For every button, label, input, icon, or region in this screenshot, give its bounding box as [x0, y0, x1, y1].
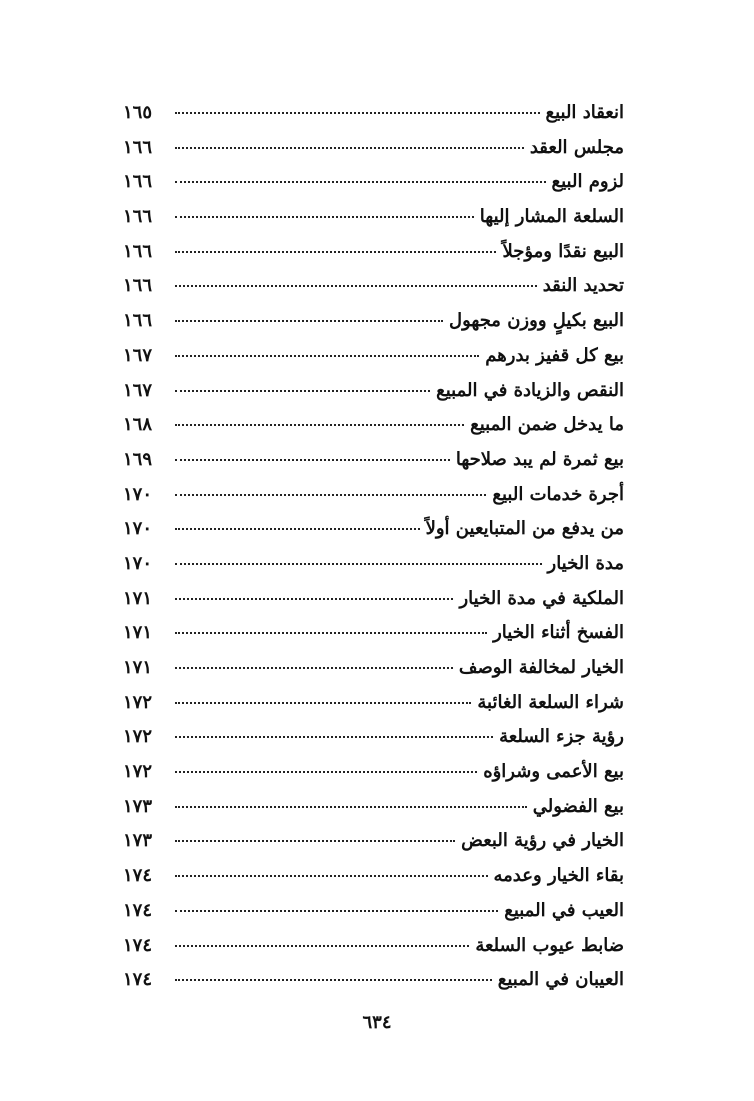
- toc-entry-title: الملكية في مدة الخيار: [459, 587, 624, 609]
- toc-entry-title: من يدفع من المتبايعين أولاً: [425, 518, 624, 540]
- toc-entry-page: ١٧٠: [123, 552, 153, 574]
- dot-leader: [175, 979, 492, 981]
- dot-leader: [175, 945, 469, 947]
- toc-entry-title: السلعة المشار إليها: [479, 206, 624, 228]
- toc-entry-page: ١٦٦: [123, 171, 153, 193]
- toc-entry-page: ١٧٢: [123, 761, 153, 783]
- toc-entry-title: الخيار في رؤية البعض: [461, 830, 624, 852]
- toc-entry: [123, 374, 624, 409]
- toc-entry-page: ١٦٧: [123, 379, 153, 401]
- toc-entry-title: العيب في المبيع: [504, 899, 624, 921]
- toc-entry-title: بيع الفضولي: [532, 795, 624, 817]
- dot-leader: [175, 355, 479, 357]
- toc-entry-title: بقاء الخيار وعدمه: [493, 865, 624, 887]
- toc-entry: [123, 512, 624, 547]
- dot-leader: [175, 251, 496, 253]
- dot-leader: [175, 320, 443, 322]
- dot-leader: [175, 112, 540, 114]
- toc-entry-page: ١٧٣: [123, 795, 153, 817]
- toc-entry: [123, 651, 624, 686]
- dot-leader: [175, 702, 471, 704]
- toc-entry-page: ١٦٩: [123, 448, 153, 470]
- toc-entry-title: البيع بكيلٍ ووزن مجهول: [449, 310, 624, 332]
- toc-entry-title: أجرة خدمات البيع: [492, 483, 624, 505]
- toc-entry-title: بيع كل قفيز بدرهم: [485, 344, 624, 366]
- toc-entry-page: ١٧٤: [123, 934, 153, 956]
- toc-entry-title: مدة الخيار: [547, 552, 624, 574]
- toc-entry: [123, 755, 624, 790]
- toc-entry-title: ضابط عيوب السلعة: [475, 934, 624, 956]
- toc-entry-title: لزوم البيع: [551, 171, 624, 193]
- toc-entry-title: رؤية جزء السلعة: [499, 726, 624, 748]
- toc-entry: [123, 929, 624, 964]
- toc-entry: [123, 165, 624, 200]
- dot-leader: [175, 528, 420, 530]
- toc-entry: [123, 859, 624, 894]
- toc-entry: [123, 269, 624, 304]
- dot-leader: [175, 598, 453, 600]
- dot-leader: [175, 390, 430, 392]
- toc-entry-page: ١٧٤: [123, 865, 153, 887]
- toc-entry-page: ١٧٤: [123, 969, 153, 991]
- table-of-contents: [123, 96, 624, 998]
- dot-leader: [175, 736, 493, 738]
- toc-entry-page: ١٧١: [123, 622, 153, 644]
- dot-leader: [175, 494, 486, 496]
- toc-entry: [123, 686, 624, 721]
- dot-leader: [175, 459, 450, 461]
- toc-entry-page: ١٦٥: [123, 102, 153, 123]
- dot-leader: [175, 840, 455, 842]
- toc-entry-title: البيع نقدًا ومؤجلاً: [502, 240, 624, 262]
- toc-entry-title: مجلس العقد: [529, 136, 624, 158]
- toc-entry: [123, 408, 624, 443]
- dot-leader: [175, 216, 474, 218]
- dot-leader: [175, 147, 524, 149]
- dot-leader: [175, 667, 453, 669]
- toc-entry-title: ما يدخل ضمن المبيع: [470, 414, 624, 436]
- toc-entry: [123, 824, 624, 859]
- toc-entry-page: ١٦٦: [123, 240, 153, 262]
- toc-entry-page: ١٧٢: [123, 726, 153, 748]
- toc-entry: [123, 96, 624, 131]
- toc-entry-title: بيع ثمرة لم يبد صلاحها: [455, 448, 624, 470]
- toc-entry-page: ١٧١: [123, 657, 153, 678]
- dot-leader: [175, 910, 498, 912]
- toc-entry: [123, 478, 624, 513]
- toc-entry: [123, 582, 624, 617]
- toc-entry: [123, 443, 624, 478]
- toc-entry-page: ١٧٠: [123, 483, 153, 505]
- toc-entry-page: ١٧٤: [123, 899, 153, 921]
- dot-leader: [175, 181, 546, 183]
- toc-entry: [123, 304, 624, 339]
- toc-entry-title: الفسخ أثناء الخيار: [493, 622, 624, 644]
- toc-entry-title: تحديد النقد: [542, 275, 624, 297]
- toc-entry-page: ١٦٦: [123, 206, 153, 228]
- page-number: ٦٣٤: [362, 1012, 392, 1033]
- dot-leader: [175, 632, 487, 634]
- toc-entry-page: ١٧١: [123, 587, 153, 609]
- toc-entry-title: انعقاد البيع: [545, 102, 624, 123]
- toc-entry: [123, 131, 624, 166]
- toc-entry: [123, 235, 624, 270]
- toc-entry-page: ١٦٦: [123, 136, 153, 158]
- toc-entry-page: ١٦٦: [123, 310, 153, 332]
- toc-entry-title: العيبان في المبيع: [497, 969, 624, 991]
- toc-entry-page: ١٦٨: [123, 414, 153, 436]
- toc-entry-title: بيع الأعمى وشراؤه: [483, 761, 624, 783]
- toc-entry-page: ١٧٠: [123, 518, 153, 540]
- toc-entry-page: ١٦٧: [123, 344, 153, 366]
- toc-entry: [123, 547, 624, 582]
- toc-entry-page: ١٧٣: [123, 830, 153, 852]
- toc-entry-page: ١٧٢: [123, 691, 153, 713]
- toc-entry-page: ١٦٦: [123, 275, 153, 297]
- dot-leader: [175, 285, 537, 287]
- toc-entry: [123, 339, 624, 374]
- toc-entry-title: الخيار لمخالفة الوصف: [458, 657, 624, 678]
- toc-entry: [123, 790, 624, 825]
- toc-entry: [123, 200, 624, 235]
- toc-entry: [123, 720, 624, 755]
- dot-leader: [175, 424, 464, 426]
- dot-leader: [175, 771, 477, 773]
- toc-entry: [123, 894, 624, 929]
- toc-entry: [123, 963, 624, 998]
- toc-entry: [123, 616, 624, 651]
- dot-leader: [175, 806, 527, 808]
- dot-leader: [175, 875, 488, 877]
- toc-entry-title: شراء السلعة الغائبة: [477, 691, 624, 713]
- toc-entry-title: النقص والزيادة في المبيع: [436, 379, 624, 401]
- dot-leader: [175, 563, 542, 565]
